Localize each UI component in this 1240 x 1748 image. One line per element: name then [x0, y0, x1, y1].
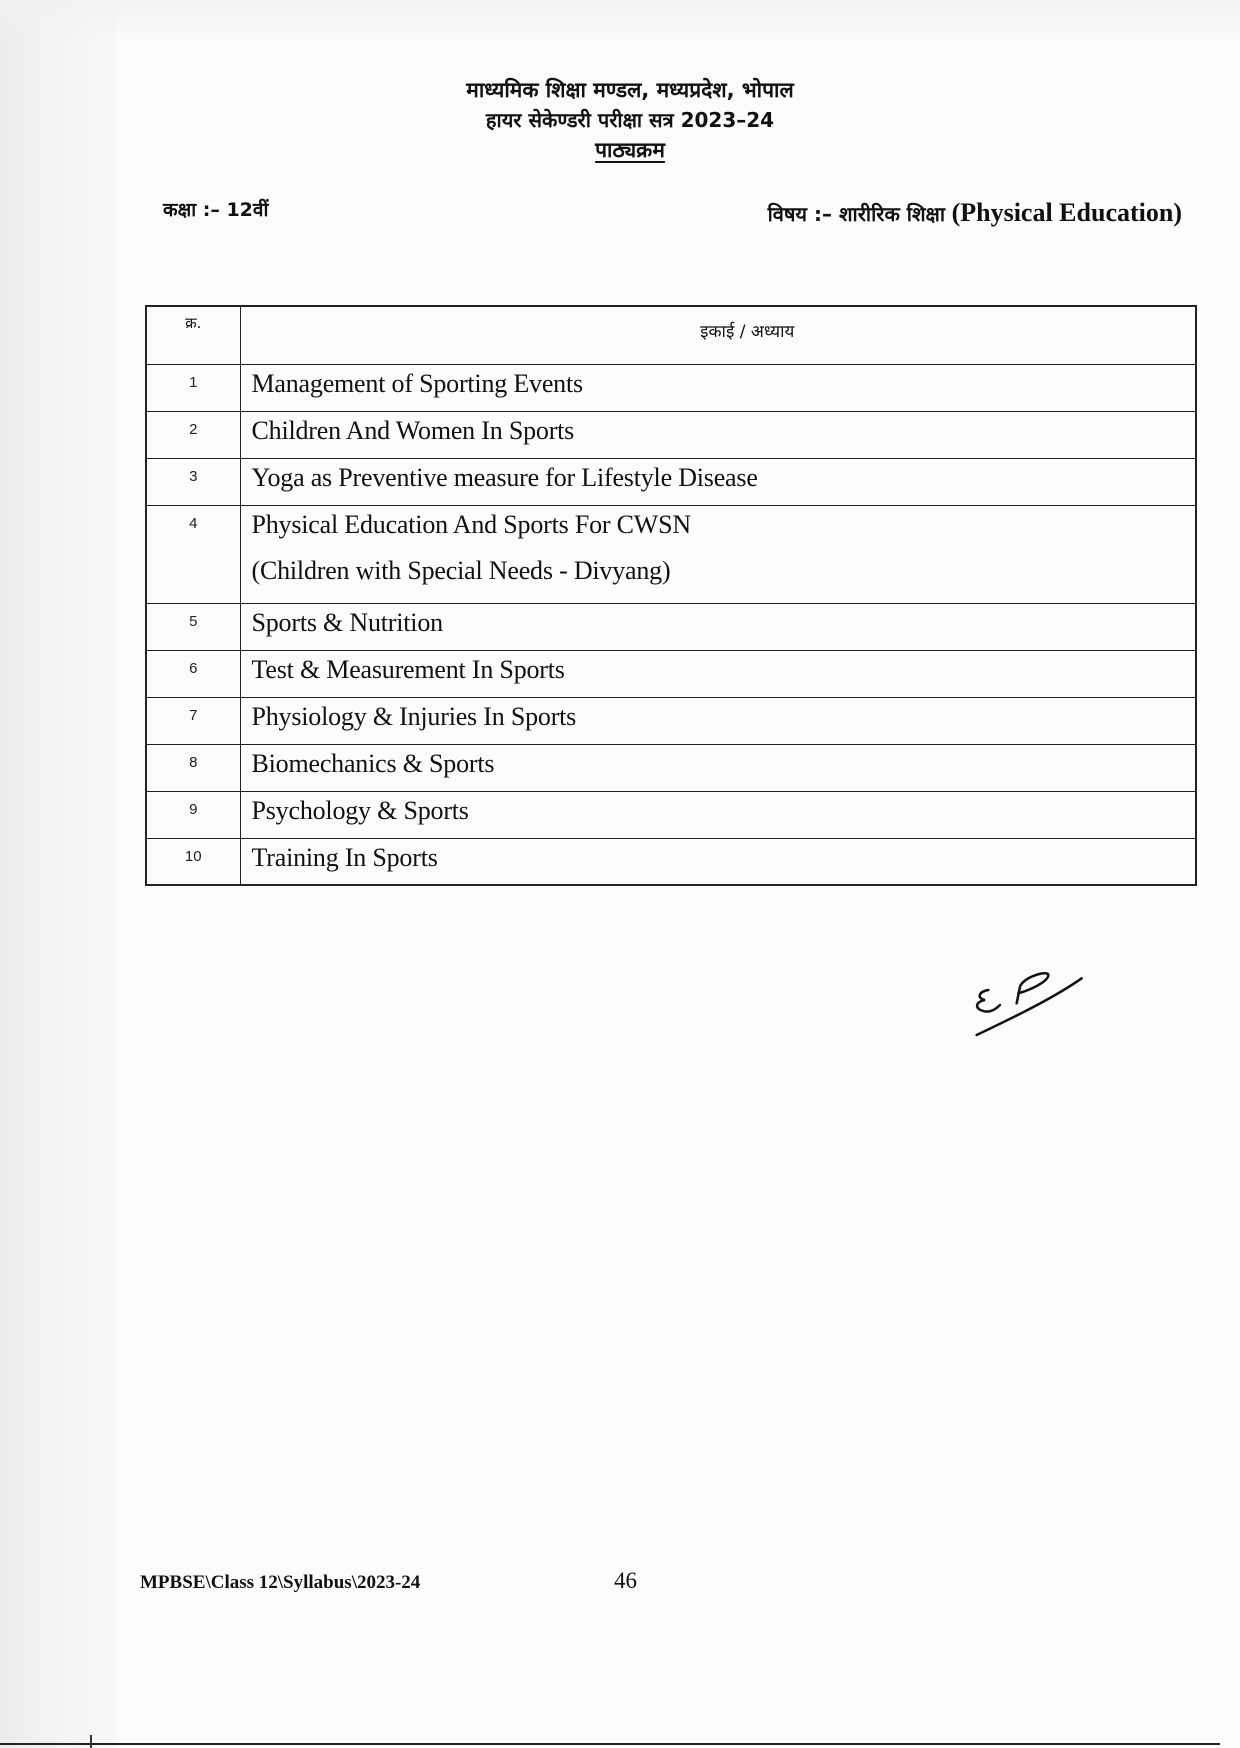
table-row [146, 650, 1196, 697]
unit-title: Physiology & Injuries In Sports [240, 697, 1196, 744]
row-number: 4 [146, 505, 240, 603]
scan-bottom-tick [90, 1735, 92, 1748]
table-row [146, 603, 1196, 650]
unit-title: Psychology & Sports [240, 791, 1196, 838]
unit-title: Management of Sporting Events [240, 364, 1196, 411]
scan-edge-shadow [0, 0, 95, 1748]
row-number: 7 [146, 697, 240, 744]
row-number: 1 [146, 364, 240, 411]
row-number: 2 [146, 411, 240, 458]
unit-title [240, 505, 1196, 603]
table-header-row [146, 306, 1196, 364]
row-number: 3 [146, 458, 240, 505]
table-row [146, 505, 1196, 603]
page-number: 46 [614, 1568, 637, 1593]
row-number: 5 [146, 603, 240, 650]
unit-title-line2: (Children with Special Needs - Divyang) [251, 555, 671, 585]
exam-session: हायर सेकेण्डरी परीक्षा सत्र 2023–24 [485, 108, 775, 132]
subject-label [768, 198, 1182, 228]
column-header-unit: इकाई / अध्याय [240, 306, 1196, 364]
table-row [146, 697, 1196, 744]
unit-title: Biomechanics & Sports [240, 744, 1196, 791]
unit-title: Sports & Nutrition [240, 603, 1196, 650]
row-number: 9 [146, 791, 240, 838]
subject-english: (Physical Education) [951, 198, 1182, 227]
unit-title-line1: Physical Education And Sports For CWSN [251, 509, 691, 539]
table-row [146, 744, 1196, 791]
row-number: 10 [146, 838, 240, 885]
table-row [146, 791, 1196, 838]
footer-document-path: MPBSE\Class 12\Syllabus\2023-24 [140, 1572, 421, 1593]
unit-title: Training In Sports [240, 838, 1196, 885]
unit-title: Children And Women In Sports [240, 411, 1196, 458]
signature-icon [930, 955, 1110, 1060]
scan-top-shadow [0, 0, 1240, 40]
table-row [146, 411, 1196, 458]
syllabus-table [145, 305, 1197, 886]
class-label: कक्षा :– 12वीं [163, 199, 269, 221]
scan-edge-shadow-inner [95, 0, 115, 1748]
unit-title: Yoga as Preventive measure for Lifestyle Disease [240, 458, 1196, 505]
row-number: 6 [146, 650, 240, 697]
page-title: पाठ्यक्रम [595, 138, 665, 162]
board-name: माध्यमिक शिक्षा मण्डल, मध्यप्रदेश, भोपाल [466, 78, 794, 102]
scan-bottom-edge [0, 1743, 1220, 1745]
subject-hindi: विषय :– शारीरिक शिक्षा [767, 202, 946, 226]
table-row [146, 838, 1196, 885]
table-row [146, 458, 1196, 505]
row-number: 8 [146, 744, 240, 791]
unit-title: Test & Measurement In Sports [240, 650, 1196, 697]
column-header-serial: क्र. [146, 306, 240, 364]
table-row [146, 364, 1196, 411]
